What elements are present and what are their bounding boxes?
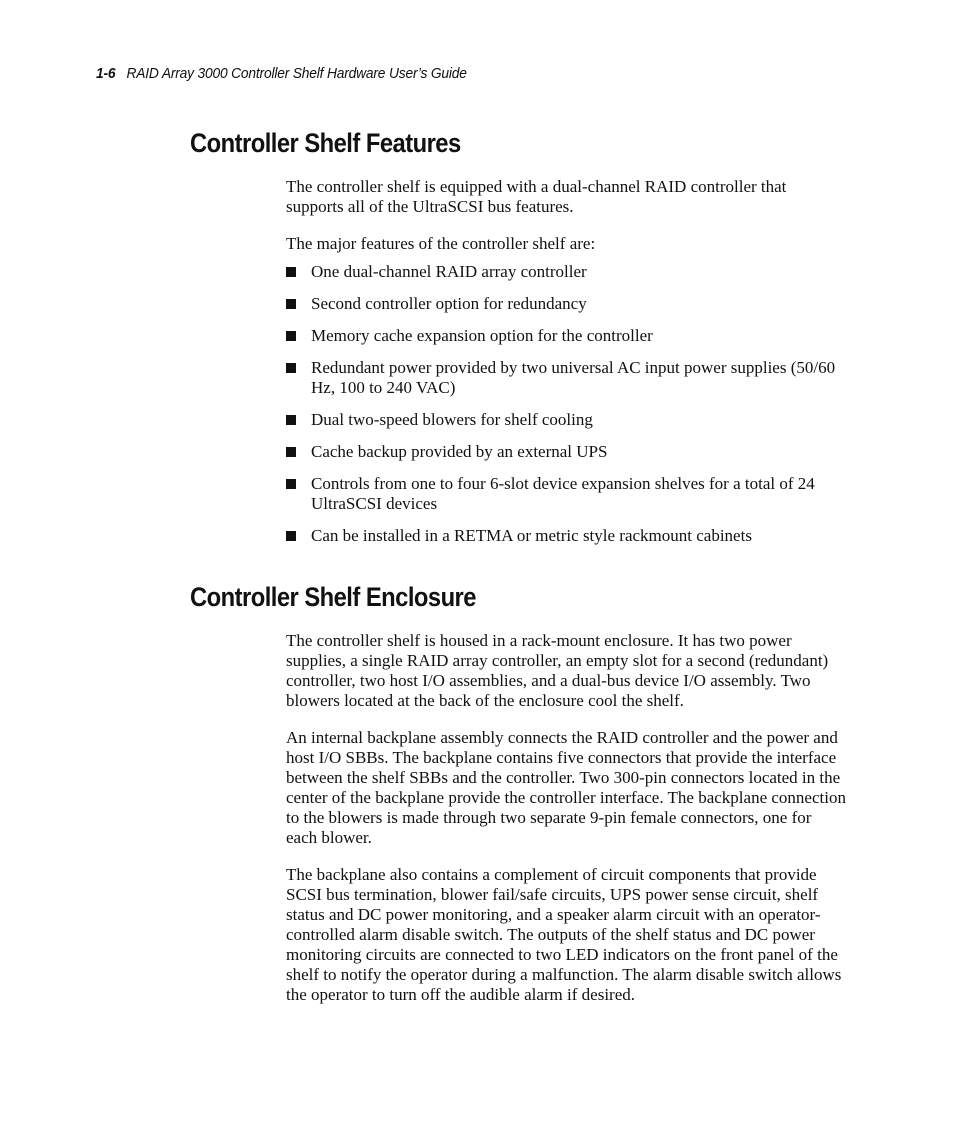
square-bullet-icon bbox=[286, 415, 296, 425]
square-bullet-icon bbox=[286, 447, 296, 457]
feature-list bbox=[286, 262, 846, 546]
list-item-text: Controls from one to four 6-slot device expansion shelves for a total of 24 UltraSCSI devices bbox=[311, 474, 815, 513]
list-item bbox=[286, 326, 846, 346]
square-bullet-icon bbox=[286, 531, 296, 541]
book-title: RAID Array 3000 Controller Shelf Hardware User’s Guide bbox=[126, 65, 467, 82]
list-item-text: Cache backup provided by an external UPS bbox=[311, 442, 608, 461]
paragraph: The major features of the controller shelf are: bbox=[286, 234, 596, 253]
list-item bbox=[286, 442, 846, 462]
square-bullet-icon bbox=[286, 363, 296, 373]
page-number: 1-6 bbox=[96, 65, 116, 82]
paragraph: The controller shelf is housed in a rack-mount enclosure. It has two power supplies, a single RAID array controller, an empty slot for a second (redundant) controller, two host I/O assemblies, and a dual-bus device I/O assembly. Two blowers located at the back of the enclosure cool the shelf. bbox=[286, 631, 829, 710]
list-item-text: Second controller option for redundancy bbox=[311, 294, 587, 313]
enclosure-body bbox=[286, 631, 846, 1022]
list-item-text: Redundant power provided by two universal AC input power supplies (50/60 Hz, 100 to 240 VAC) bbox=[311, 358, 836, 397]
features-body bbox=[286, 177, 846, 558]
square-bullet-icon bbox=[286, 331, 296, 341]
square-bullet-icon bbox=[286, 267, 296, 277]
list-item bbox=[286, 294, 846, 314]
running-header bbox=[96, 65, 467, 82]
section-heading-enclosure: Controller Shelf Enclosure bbox=[190, 582, 476, 612]
paragraph: The backplane also contains a complement of circuit components that provide SCSI bus termination, blower fail/safe circuits, UPS power sense circuit, shelf status and DC power monitoring, and a speaker alarm circuit with an operator-controlled alarm disable switch. The outputs of the shelf status and DC power monitoring circuits are connected to two LED indicators on the front panel of the shelf to notify the operator during a malfunction. The alarm disable switch allows the operator to turn off the audible alarm if desired. bbox=[286, 865, 842, 1004]
paragraph: An internal backplane assembly connects the RAID controller and the power and host I/O SBBs. The backplane contains five connectors that provide the interface between the shelf SBBs and the controller. Two 300-pin connectors located in the center of the backplane provide the controller interface. The backplane connection to the blowers is made through two separate 9-pin female connectors, one for each blower. bbox=[286, 728, 846, 847]
list-item-text: Memory cache expansion option for the controller bbox=[311, 326, 653, 345]
list-item bbox=[286, 526, 846, 546]
list-item bbox=[286, 410, 846, 430]
section-heading-features: Controller Shelf Features bbox=[190, 128, 461, 158]
list-item-text: Can be installed in a RETMA or metric style rackmount cabinets bbox=[311, 526, 752, 545]
list-item-text: Dual two-speed blowers for shelf cooling bbox=[311, 410, 593, 429]
list-item-text: One dual-channel RAID array controller bbox=[311, 262, 587, 281]
list-item bbox=[286, 262, 846, 282]
square-bullet-icon bbox=[286, 299, 296, 309]
paragraph: The controller shelf is equipped with a dual-channel RAID controller that supports all of the UltraSCSI bus features. bbox=[286, 177, 787, 216]
square-bullet-icon bbox=[286, 479, 296, 489]
list-item bbox=[286, 474, 846, 514]
list-item bbox=[286, 358, 846, 398]
